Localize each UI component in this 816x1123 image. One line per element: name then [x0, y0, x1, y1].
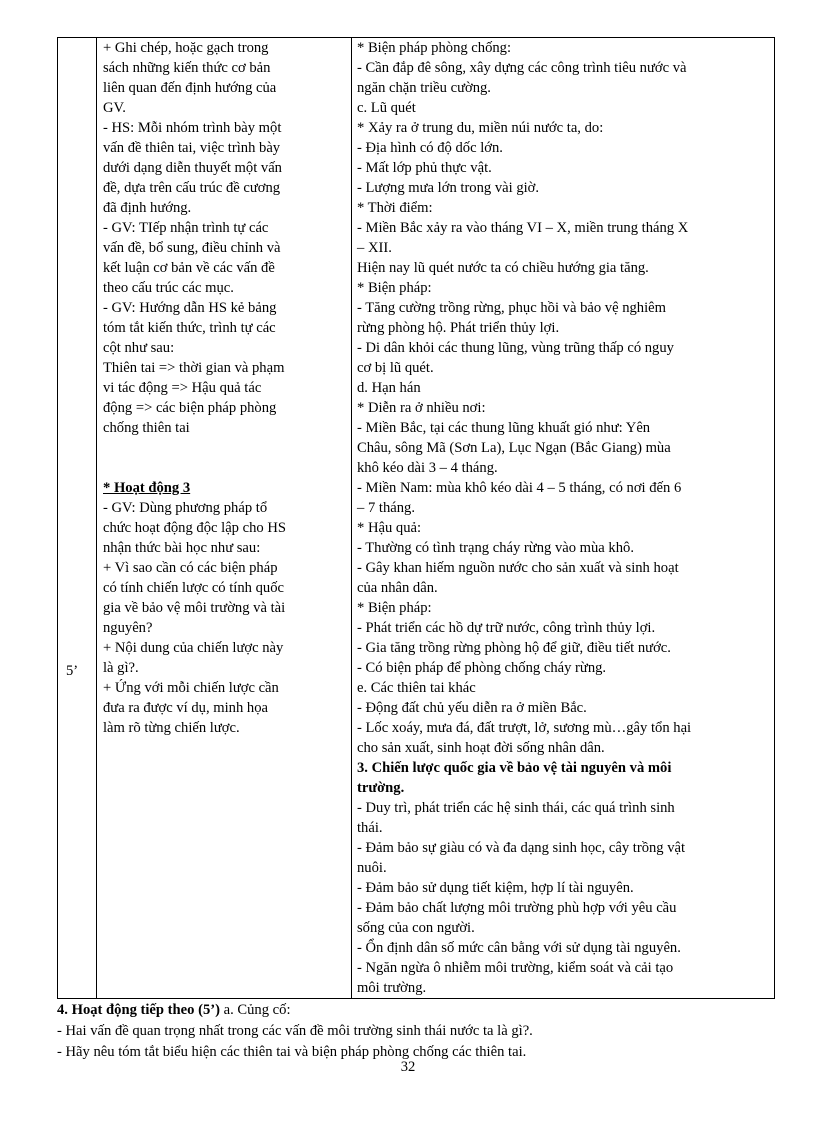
activity-text-block	[103, 38, 347, 438]
text-line: - GV: Hướng dẫn HS kẻ bảng	[103, 300, 277, 316]
text-line: khô kéo dài 3 – 4 tháng.	[357, 460, 498, 476]
text-line: - Gia tăng trồng rừng phòng hộ để giữ, điều tiết nước.	[357, 640, 671, 656]
text-line: - Lượng mưa lớn trong vài giờ.	[357, 180, 540, 196]
text-line: Thiên tai => thời gian và phạm	[103, 360, 285, 376]
text-line: – XII.	[357, 240, 392, 256]
document-page	[57, 37, 757, 1062]
text-line: - Miền Bắc, tại các thung lũng khuất gió như: Yên	[357, 420, 651, 436]
text-line: - Di dân khỏi các thung lũng, vùng trũng thấp có nguy	[357, 340, 674, 356]
text-line: động => các biện pháp phòng	[103, 400, 277, 416]
text-line: sách những kiến thức cơ bản	[103, 60, 271, 76]
time-label: 5’	[66, 663, 79, 679]
lesson-table	[57, 37, 775, 999]
text-line: chức hoạt động độc lập cho HS	[103, 520, 286, 536]
text-line: - Miền Nam: mùa khô kéo dài 4 – 5 tháng, có nơi đến 6	[357, 480, 682, 496]
section-title-line: 3. Chiến lược quốc gia về bảo vệ tài nguyên và môi	[357, 760, 672, 776]
text-line: - Có biện pháp để phòng chống cháy rừng.	[357, 660, 607, 676]
text-line: + Vì sao cần có các biện pháp	[103, 560, 278, 576]
text-line: - Đảm bảo sự giàu có và đa dạng sinh học, cây trồng vật	[357, 840, 686, 856]
text-line: vấn đề, bổ sung, điều chỉnh và	[103, 240, 281, 256]
text-line: + Nội dung của chiến lược này	[103, 640, 284, 656]
text-line: d. Hạn hán	[357, 380, 421, 396]
text-line: kết luận cơ bản về các vấn đề	[103, 260, 275, 276]
text-line: - Gây khan hiếm nguồn nước cho sản xuất và sinh hoạt	[357, 560, 679, 576]
text-line: e. Các thiên tai khác	[357, 680, 476, 696]
content-text-block	[357, 38, 770, 758]
text-line: - Miền Bắc xảy ra vào tháng VI – X, miền trung tháng X	[357, 220, 689, 236]
text-line: c. Lũ quét	[357, 100, 416, 116]
text-line: Hiện nay lũ quét nước ta có chiều hướng gia tăng.	[357, 260, 649, 276]
text-line: cột như sau:	[103, 340, 175, 356]
text-line: Châu, sông Mã (Sơn La), Lục Ngạn (Bắc Giang) mùa	[357, 440, 671, 456]
text-line: ngăn chặn triều cường.	[357, 80, 491, 96]
text-line: nuôi.	[357, 860, 387, 876]
text-line: nhận thức bài học như sau:	[103, 540, 261, 556]
text-line: - Đảm bảo sử dụng tiết kiệm, hợp lí tài nguyên.	[357, 880, 634, 896]
activity-3-text-block	[103, 498, 347, 738]
text-line: thái.	[357, 820, 383, 836]
spacer	[103, 438, 347, 478]
text-line: - Ổn định dân số mức cân bằng với sử dụng tài nguyên.	[357, 940, 681, 956]
text-line: * Thời điểm:	[357, 200, 433, 216]
text-line: * Biện pháp:	[357, 600, 432, 616]
text-line: có tính chiến lược có tính quốc	[103, 580, 284, 596]
text-line: - Phát triển các hồ dự trữ nước, công trình thủy lợi.	[357, 620, 656, 636]
text-line: – 7 tháng.	[357, 500, 415, 516]
followup-title: 4. Hoạt động tiếp theo (5’)	[57, 1002, 220, 1018]
text-line: vi tác động => Hậu quả tác	[103, 380, 262, 396]
table-row	[58, 38, 775, 999]
section-3-text-block	[357, 798, 770, 998]
text-line: - Duy trì, phát triển các hệ sinh thái, các quá trình sinh	[357, 800, 675, 816]
text-line: theo cấu trúc các mục.	[103, 280, 234, 296]
text-line: cơ bị lũ quét.	[357, 360, 434, 376]
text-line: - Thường có tình trạng cháy rừng vào mùa khô.	[357, 540, 634, 556]
time-cell	[58, 38, 97, 999]
page-number: 32	[400, 1059, 416, 1075]
text-line: rừng phòng hộ. Phát triển thủy lợi.	[357, 320, 560, 336]
text-line: - Tăng cường trồng rừng, phục hồi và bảo vệ nghiêm	[357, 300, 666, 316]
text-line: - Lốc xoáy, mưa đá, đất trượt, lở, sương mù…gây tổn hại	[357, 720, 692, 736]
text-line: gia về bảo vệ môi trường và tài	[103, 600, 286, 616]
text-line: * Diễn ra ở nhiều nơi:	[357, 400, 486, 416]
text-line: - Ngăn ngừa ô nhiễm môi trường, kiểm soát và cải tạo	[357, 960, 674, 976]
text-line: GV.	[103, 100, 126, 116]
text-line: * Biện pháp:	[357, 280, 432, 296]
text-line: cho sản xuất, sinh hoạt đời sống nhân dân.	[357, 740, 605, 756]
text-line: - Mất lớp phủ thực vật.	[357, 160, 492, 176]
text-line: - GV: Dùng phương pháp tổ	[103, 500, 268, 516]
text-line: - GV: TIếp nhận trình tự các	[103, 220, 269, 236]
section-3-title	[357, 758, 770, 798]
text-line: chống thiên tai	[103, 420, 190, 436]
text-line: - Địa hình có độ dốc lớn.	[357, 140, 503, 156]
text-line: - Đảm bảo chất lượng môi trường phù hợp với yêu cầu	[357, 900, 677, 916]
question-line: - Hai vấn đề quan trọng nhất trong các vấn đề môi trường sinh thái nước ta là gì?.	[57, 1023, 533, 1039]
text-line: * Hậu quả:	[357, 520, 422, 536]
text-line: dưới dạng diễn thuyết một vấn	[103, 160, 282, 176]
text-line: * Biện pháp phòng chống:	[357, 40, 512, 56]
teacher-activity-cell	[97, 38, 352, 999]
text-line: - Động đất chủ yếu diễn ra ở miền Bắc.	[357, 700, 587, 716]
followup-subtitle: a. Củng cố:	[219, 1002, 291, 1018]
text-line: đề, dựa trên cấu trúc đề cương	[103, 180, 281, 196]
text-line: đã định hướng.	[103, 200, 192, 216]
text-line: + Ghi chép, hoặc gạch trong	[103, 40, 269, 56]
question-line: - Hãy nêu tóm tắt biểu hiện các thiên tai và biện pháp phòng chống các thiên tai.	[57, 1044, 527, 1060]
text-line: sống của con người.	[357, 920, 475, 936]
text-line: * Xảy ra ở trung du, miền núi nước ta, do:	[357, 120, 604, 136]
text-line: - HS: Mỗi nhóm trình bày một	[103, 120, 282, 136]
text-line: là gì?.	[103, 660, 139, 676]
followup-questions	[57, 1021, 757, 1062]
text-line: làm rõ từng chiến lược.	[103, 720, 240, 736]
text-line: - Cần đắp đê sông, xây dựng các công trình tiêu nước và	[357, 60, 687, 76]
text-line: môi trường.	[357, 980, 427, 996]
section-title-line: trường.	[357, 780, 405, 796]
text-line: đưa ra được ví dụ, minh họa	[103, 700, 268, 716]
text-line: liên quan đến định hướng của	[103, 80, 277, 96]
content-cell	[352, 38, 775, 999]
followup-title-line	[57, 1000, 757, 1020]
text-line: tóm tắt kiến thức, trình tự các	[103, 320, 276, 336]
text-line: nguyên?	[103, 620, 153, 636]
activity-3-heading: * Hoạt động 3	[103, 480, 191, 496]
text-line: + Ứng với mỗi chiến lược cần	[103, 680, 279, 696]
text-line: của nhân dân.	[357, 580, 438, 596]
text-line: vấn đề thiên tai, việc trình bày	[103, 140, 281, 156]
